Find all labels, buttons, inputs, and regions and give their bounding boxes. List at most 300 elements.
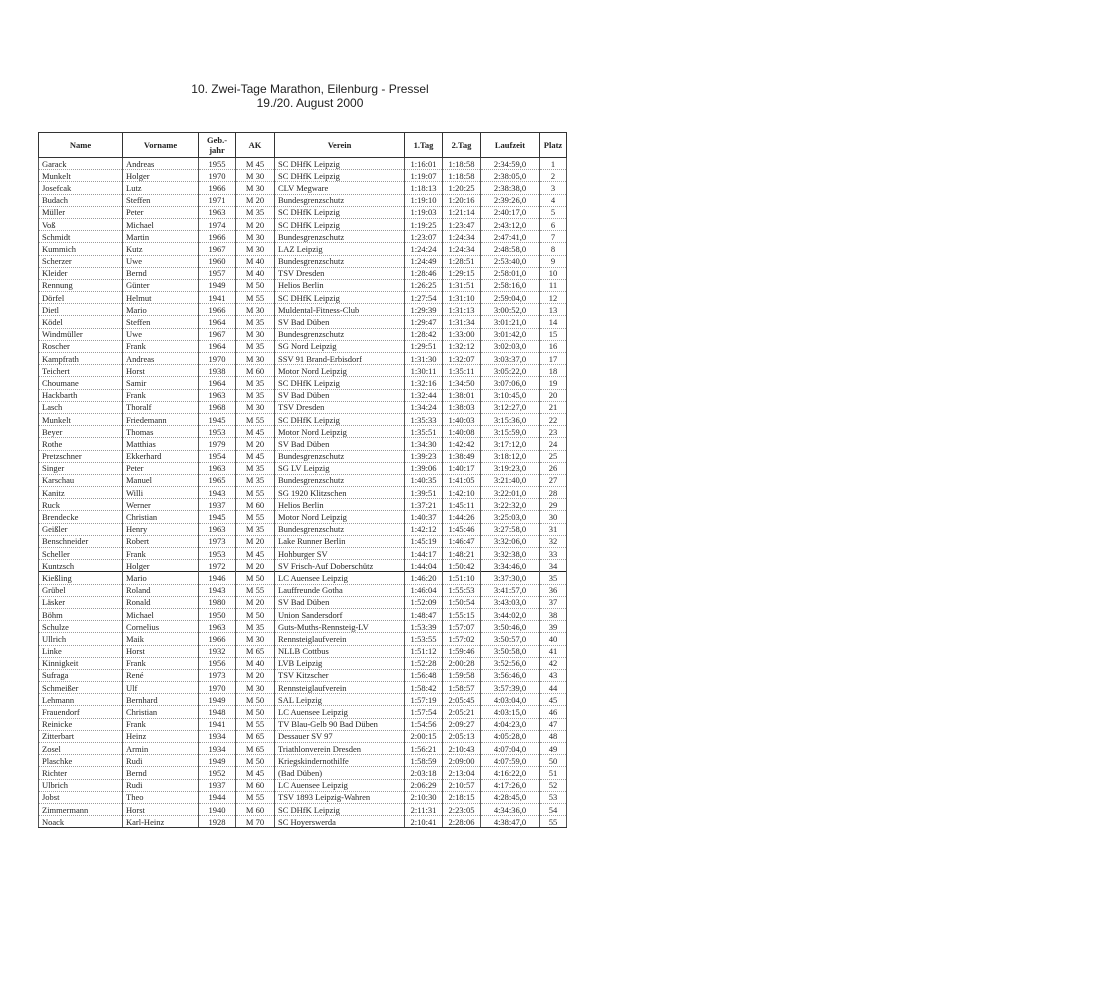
table-row <box>39 450 567 462</box>
cell-verein: Hohburger SV <box>275 548 405 560</box>
cell-tag1: 1:54:56 <box>405 718 443 730</box>
cell-laufzeit: 3:50:57,0 <box>481 633 540 645</box>
cell-geb-jahr: 1941 <box>199 292 236 304</box>
cell-laufzeit: 2:40:17,0 <box>481 206 540 218</box>
cell-tag2: 1:57:02 <box>443 633 481 645</box>
cell-platz: 36 <box>540 584 567 596</box>
cell-geb-jahr: 1966 <box>199 231 236 243</box>
cell-geb-jahr: 1971 <box>199 194 236 206</box>
cell-geb-jahr: 1944 <box>199 791 236 803</box>
cell-name: Kinnigkeit <box>39 657 123 669</box>
cell-laufzeit: 3:19:23,0 <box>481 462 540 474</box>
cell-geb-jahr: 1945 <box>199 511 236 523</box>
cell-laufzeit: 3:41:57,0 <box>481 584 540 596</box>
cell-geb-jahr: 1970 <box>199 682 236 694</box>
cell-laufzeit: 3:52:56,0 <box>481 657 540 669</box>
cell-tag2: 2:05:45 <box>443 694 481 706</box>
table-row <box>39 633 567 645</box>
cell-laufzeit: 3:03:37,0 <box>481 353 540 365</box>
cell-vorname: Heinz <box>123 730 199 742</box>
cell-vorname: Christian <box>123 706 199 718</box>
cell-platz: 24 <box>540 438 567 450</box>
cell-tag2: 2:10:57 <box>443 779 481 791</box>
cell-laufzeit: 4:07:04,0 <box>481 743 540 755</box>
table-row <box>39 340 567 352</box>
cell-name: Dietl <box>39 304 123 316</box>
cell-name: Grübel <box>39 584 123 596</box>
table-row <box>39 767 567 779</box>
cell-tag1: 2:11:31 <box>405 803 443 815</box>
cell-tag2: 1:57:07 <box>443 621 481 633</box>
cell-verein: Helios Berlin <box>275 499 405 511</box>
cell-geb-jahr: 1953 <box>199 548 236 560</box>
cell-tag2: 1:34:50 <box>443 377 481 389</box>
cell-tag1: 1:19:03 <box>405 206 443 218</box>
cell-geb-jahr: 1968 <box>199 401 236 413</box>
cell-tag1: 1:53:55 <box>405 633 443 645</box>
cell-vorname: Maik <box>123 633 199 645</box>
cell-vorname: Steffen <box>123 316 199 328</box>
cell-ak: M 50 <box>236 694 275 706</box>
cell-verein: LVB Leipzig <box>275 657 405 669</box>
cell-geb-jahr: 1960 <box>199 255 236 267</box>
cell-geb-jahr: 1937 <box>199 779 236 791</box>
cell-geb-jahr: 1956 <box>199 657 236 669</box>
cell-laufzeit: 3:17:12,0 <box>481 438 540 450</box>
table-row <box>39 182 567 194</box>
cell-tag1: 1:52:28 <box>405 657 443 669</box>
cell-name: Lehmann <box>39 694 123 706</box>
table-row <box>39 596 567 608</box>
cell-geb-jahr: 1972 <box>199 560 236 572</box>
cell-ak: M 30 <box>236 633 275 645</box>
cell-vorname: René <box>123 669 199 681</box>
cell-geb-jahr: 1953 <box>199 426 236 438</box>
cell-tag2: 1:40:08 <box>443 426 481 438</box>
cell-verein: SG Nord Leipzig <box>275 340 405 352</box>
cell-laufzeit: 3:05:22,0 <box>481 365 540 377</box>
cell-laufzeit: 3:18:12,0 <box>481 450 540 462</box>
table-row <box>39 779 567 791</box>
cell-vorname: Willi <box>123 487 199 499</box>
cell-platz: 52 <box>540 779 567 791</box>
cell-geb-jahr: 1979 <box>199 438 236 450</box>
cell-vorname: Günter <box>123 279 199 291</box>
cell-name: Schmeißer <box>39 682 123 694</box>
cell-vorname: Kutz <box>123 243 199 255</box>
cell-name: Budach <box>39 194 123 206</box>
cell-ak: M 30 <box>236 231 275 243</box>
cell-vorname: Steffen <box>123 194 199 206</box>
cell-name: Pretzschner <box>39 450 123 462</box>
cell-ak: M 30 <box>236 304 275 316</box>
cell-tag1: 2:00:15 <box>405 730 443 742</box>
cell-name: Frauendorf <box>39 706 123 718</box>
cell-name: Kampfrath <box>39 353 123 365</box>
cell-tag2: 1:46:47 <box>443 535 481 547</box>
cell-tag1: 1:40:37 <box>405 511 443 523</box>
cell-ak: M 30 <box>236 170 275 182</box>
cell-ak: M 45 <box>236 450 275 462</box>
document-title <box>160 82 460 110</box>
cell-name: Plaschke <box>39 755 123 767</box>
cell-tag1: 1:28:42 <box>405 328 443 340</box>
cell-name: Ködel <box>39 316 123 328</box>
cell-tag1: 1:32:16 <box>405 377 443 389</box>
cell-verein: Bundesgrenzschutz <box>275 231 405 243</box>
cell-vorname: Roland <box>123 584 199 596</box>
cell-tag1: 1:39:06 <box>405 462 443 474</box>
cell-tag1: 1:46:04 <box>405 584 443 596</box>
cell-platz: 21 <box>540 401 567 413</box>
col-header-tag1: 1.Tag <box>405 133 443 158</box>
cell-tag1: 1:34:30 <box>405 438 443 450</box>
cell-verein: Bundesgrenzschutz <box>275 523 405 535</box>
table-row <box>39 304 567 316</box>
cell-name: Scherzer <box>39 255 123 267</box>
cell-ak: M 60 <box>236 499 275 511</box>
cell-verein: SC DHfK Leipzig <box>275 218 405 230</box>
cell-verein: NLLB Cottbus <box>275 645 405 657</box>
cell-vorname: Martin <box>123 231 199 243</box>
cell-vorname: Thoralf <box>123 401 199 413</box>
cell-name: Munkelt <box>39 413 123 425</box>
table-row <box>39 572 567 584</box>
cell-name: Zitterbart <box>39 730 123 742</box>
cell-tag1: 1:24:49 <box>405 255 443 267</box>
cell-name: Lasch <box>39 401 123 413</box>
cell-tag2: 2:18:15 <box>443 791 481 803</box>
cell-platz: 2 <box>540 170 567 182</box>
cell-tag1: 2:06:29 <box>405 779 443 791</box>
cell-tag2: 2:10:43 <box>443 743 481 755</box>
cell-name: Josefcak <box>39 182 123 194</box>
cell-tag1: 1:34:24 <box>405 401 443 413</box>
cell-laufzeit: 3:07:06,0 <box>481 377 540 389</box>
cell-vorname: Henry <box>123 523 199 535</box>
cell-verein: Lauffreunde Gotha <box>275 584 405 596</box>
cell-vorname: Frank <box>123 389 199 401</box>
cell-ak: M 35 <box>236 206 275 218</box>
cell-laufzeit: 3:15:36,0 <box>481 413 540 425</box>
cell-verein: Triathlonverein Dresden <box>275 743 405 755</box>
table-row <box>39 279 567 291</box>
table-row <box>39 365 567 377</box>
cell-vorname: Mario <box>123 572 199 584</box>
cell-geb-jahr: 1963 <box>199 621 236 633</box>
cell-verein: SC DHfK Leipzig <box>275 158 405 170</box>
cell-tag2: 1:24:34 <box>443 243 481 255</box>
cell-vorname: Ronald <box>123 596 199 608</box>
cell-name: Ullrich <box>39 633 123 645</box>
table-row <box>39 621 567 633</box>
cell-ak: M 20 <box>236 596 275 608</box>
cell-tag2: 1:18:58 <box>443 170 481 182</box>
cell-laufzeit: 2:59:04,0 <box>481 292 540 304</box>
cell-geb-jahr: 1965 <box>199 474 236 486</box>
cell-ak: M 65 <box>236 730 275 742</box>
cell-ak: M 50 <box>236 706 275 718</box>
cell-vorname: Karl-Heinz <box>123 816 199 828</box>
cell-tag2: 1:55:15 <box>443 608 481 620</box>
cell-name: Linke <box>39 645 123 657</box>
cell-ak: M 55 <box>236 413 275 425</box>
cell-platz: 37 <box>540 596 567 608</box>
cell-tag1: 1:52:09 <box>405 596 443 608</box>
cell-geb-jahr: 1964 <box>199 340 236 352</box>
cell-vorname: Armin <box>123 743 199 755</box>
cell-ak: M 45 <box>236 548 275 560</box>
cell-ak: M 55 <box>236 584 275 596</box>
cell-name: Karschau <box>39 474 123 486</box>
cell-tag2: 2:09:27 <box>443 718 481 730</box>
table-row <box>39 548 567 560</box>
cell-platz: 6 <box>540 218 567 230</box>
cell-tag1: 1:44:04 <box>405 560 443 572</box>
cell-laufzeit: 3:12:27,0 <box>481 401 540 413</box>
cell-platz: 22 <box>540 413 567 425</box>
cell-name: Geißler <box>39 523 123 535</box>
cell-platz: 25 <box>540 450 567 462</box>
cell-name: Jobst <box>39 791 123 803</box>
cell-name: Garack <box>39 158 123 170</box>
table-row <box>39 353 567 365</box>
cell-tag2: 1:29:15 <box>443 267 481 279</box>
cell-ak: M 30 <box>236 353 275 365</box>
cell-geb-jahr: 1954 <box>199 450 236 462</box>
cell-laufzeit: 2:58:01,0 <box>481 267 540 279</box>
cell-verein: SC DHfK Leipzig <box>275 292 405 304</box>
cell-geb-jahr: 1967 <box>199 243 236 255</box>
cell-name: Noack <box>39 816 123 828</box>
cell-vorname: Helmut <box>123 292 199 304</box>
cell-laufzeit: 3:22:01,0 <box>481 487 540 499</box>
cell-tag1: 1:57:19 <box>405 694 443 706</box>
cell-laufzeit: 4:34:36,0 <box>481 803 540 815</box>
cell-ak: M 30 <box>236 328 275 340</box>
col-header-laufzeit: Laufzeit <box>481 133 540 158</box>
cell-tag1: 1:42:12 <box>405 523 443 535</box>
cell-verein: SC DHfK Leipzig <box>275 803 405 815</box>
cell-geb-jahr: 1948 <box>199 706 236 718</box>
cell-verein: SG LV Leipzig <box>275 462 405 474</box>
cell-verein: LC Auensee Leipzig <box>275 572 405 584</box>
cell-geb-jahr: 1964 <box>199 377 236 389</box>
table-row <box>39 743 567 755</box>
cell-ak: M 30 <box>236 243 275 255</box>
cell-tag2: 1:32:12 <box>443 340 481 352</box>
cell-ak: M 50 <box>236 608 275 620</box>
cell-vorname: Frank <box>123 657 199 669</box>
cell-verein: Bundesgrenzschutz <box>275 194 405 206</box>
cell-tag2: 1:20:16 <box>443 194 481 206</box>
cell-laufzeit: 3:34:46,0 <box>481 560 540 572</box>
header-row <box>39 133 567 158</box>
cell-laufzeit: 2:34:59,0 <box>481 158 540 170</box>
cell-tag2: 1:44:26 <box>443 511 481 523</box>
cell-tag1: 1:19:10 <box>405 194 443 206</box>
cell-tag2: 1:42:42 <box>443 438 481 450</box>
cell-tag1: 1:27:54 <box>405 292 443 304</box>
cell-platz: 50 <box>540 755 567 767</box>
cell-laufzeit: 4:28:45,0 <box>481 791 540 803</box>
cell-tag2: 1:41:05 <box>443 474 481 486</box>
cell-tag2: 2:00:28 <box>443 657 481 669</box>
cell-geb-jahr: 1934 <box>199 743 236 755</box>
cell-vorname: Manuel <box>123 474 199 486</box>
cell-platz: 55 <box>540 816 567 828</box>
cell-tag2: 1:31:13 <box>443 304 481 316</box>
cell-vorname: Samir <box>123 377 199 389</box>
cell-platz: 43 <box>540 669 567 681</box>
cell-name: Richter <box>39 767 123 779</box>
cell-tag1: 1:56:21 <box>405 743 443 755</box>
cell-tag1: 1:45:19 <box>405 535 443 547</box>
cell-vorname: Cornelius <box>123 621 199 633</box>
table-row <box>39 158 567 170</box>
cell-verein: Union Sandersdorf <box>275 608 405 620</box>
cell-tag1: 1:53:39 <box>405 621 443 633</box>
cell-name: Windmüller <box>39 328 123 340</box>
cell-platz: 14 <box>540 316 567 328</box>
cell-geb-jahr: 1963 <box>199 523 236 535</box>
cell-laufzeit: 4:03:04,0 <box>481 694 540 706</box>
cell-platz: 17 <box>540 353 567 365</box>
cell-tag1: 1:32:44 <box>405 389 443 401</box>
cell-vorname: Robert <box>123 535 199 547</box>
cell-geb-jahr: 1943 <box>199 584 236 596</box>
cell-laufzeit: 2:39:26,0 <box>481 194 540 206</box>
cell-vorname: Mario <box>123 304 199 316</box>
cell-name: Zosel <box>39 743 123 755</box>
cell-vorname: Andreas <box>123 158 199 170</box>
cell-tag1: 1:19:07 <box>405 170 443 182</box>
cell-ak: M 45 <box>236 426 275 438</box>
table-row <box>39 645 567 657</box>
cell-tag1: 1:57:54 <box>405 706 443 718</box>
cell-platz: 5 <box>540 206 567 218</box>
cell-vorname: Ekkerhard <box>123 450 199 462</box>
table-row <box>39 608 567 620</box>
cell-ak: M 65 <box>236 645 275 657</box>
cell-platz: 45 <box>540 694 567 706</box>
cell-ak: M 50 <box>236 755 275 767</box>
cell-name: Zimmermann <box>39 803 123 815</box>
cell-name: Rothe <box>39 438 123 450</box>
cell-verein: LAZ Leipzig <box>275 243 405 255</box>
cell-laufzeit: 3:32:06,0 <box>481 535 540 547</box>
cell-tag2: 1:38:03 <box>443 401 481 413</box>
cell-tag1: 1:23:07 <box>405 231 443 243</box>
cell-laufzeit: 3:02:03,0 <box>481 340 540 352</box>
table-row <box>39 803 567 815</box>
cell-tag1: 1:39:51 <box>405 487 443 499</box>
cell-platz: 42 <box>540 657 567 669</box>
table-row <box>39 170 567 182</box>
cell-tag2: 1:24:34 <box>443 231 481 243</box>
cell-geb-jahr: 1940 <box>199 803 236 815</box>
cell-ak: M 60 <box>236 779 275 791</box>
cell-verein: SC Hoyerswerda <box>275 816 405 828</box>
cell-tag2: 1:38:49 <box>443 450 481 462</box>
cell-platz: 28 <box>540 487 567 499</box>
cell-geb-jahr: 1928 <box>199 816 236 828</box>
cell-geb-jahr: 1941 <box>199 718 236 730</box>
cell-laufzeit: 2:47:41,0 <box>481 231 540 243</box>
cell-name: Böhm <box>39 608 123 620</box>
table-row <box>39 377 567 389</box>
cell-tag1: 1:18:13 <box>405 182 443 194</box>
table-row <box>39 438 567 450</box>
table-row <box>39 535 567 547</box>
cell-laufzeit: 4:16:22,0 <box>481 767 540 779</box>
cell-tag1: 1:51:12 <box>405 645 443 657</box>
table-row <box>39 791 567 803</box>
cell-geb-jahr: 1937 <box>199 499 236 511</box>
cell-name: Müller <box>39 206 123 218</box>
cell-laufzeit: 3:00:52,0 <box>481 304 540 316</box>
cell-laufzeit: 3:44:02,0 <box>481 608 540 620</box>
cell-tag2: 1:40:03 <box>443 413 481 425</box>
cell-laufzeit: 2:38:05,0 <box>481 170 540 182</box>
cell-platz: 38 <box>540 608 567 620</box>
cell-geb-jahr: 1949 <box>199 755 236 767</box>
cell-tag2: 1:35:11 <box>443 365 481 377</box>
cell-platz: 44 <box>540 682 567 694</box>
cell-geb-jahr: 1980 <box>199 596 236 608</box>
cell-geb-jahr: 1932 <box>199 645 236 657</box>
cell-vorname: Holger <box>123 560 199 572</box>
cell-verein: (Bad Düben) <box>275 767 405 779</box>
cell-ak: M 35 <box>236 523 275 535</box>
cell-verein: TV Blau-Gelb 90 Bad Düben <box>275 718 405 730</box>
cell-name: Beyer <box>39 426 123 438</box>
table-row <box>39 584 567 596</box>
cell-tag1: 1:29:51 <box>405 340 443 352</box>
cell-tag2: 1:50:54 <box>443 596 481 608</box>
cell-ak: M 35 <box>236 316 275 328</box>
cell-tag1: 1:35:51 <box>405 426 443 438</box>
cell-laufzeit: 2:53:40,0 <box>481 255 540 267</box>
cell-tag2: 2:05:13 <box>443 730 481 742</box>
cell-tag2: 1:21:14 <box>443 206 481 218</box>
cell-ak: M 40 <box>236 255 275 267</box>
cell-laufzeit: 3:43:03,0 <box>481 596 540 608</box>
cell-name: Dörfel <box>39 292 123 304</box>
col-header-ak: AK <box>236 133 275 158</box>
cell-geb-jahr: 1970 <box>199 353 236 365</box>
cell-tag1: 2:10:41 <box>405 816 443 828</box>
cell-vorname: Michael <box>123 608 199 620</box>
cell-tag2: 1:23:47 <box>443 218 481 230</box>
cell-ak: M 30 <box>236 401 275 413</box>
cell-platz: 46 <box>540 706 567 718</box>
cell-verein: SV Bad Düben <box>275 438 405 450</box>
cell-vorname: Bernhard <box>123 694 199 706</box>
cell-laufzeit: 3:50:58,0 <box>481 645 540 657</box>
cell-platz: 29 <box>540 499 567 511</box>
cell-tag1: 1:40:35 <box>405 474 443 486</box>
cell-laufzeit: 3:01:21,0 <box>481 316 540 328</box>
cell-tag1: 1:44:17 <box>405 548 443 560</box>
cell-tag1: 1:26:25 <box>405 279 443 291</box>
cell-vorname: Horst <box>123 365 199 377</box>
table-row <box>39 218 567 230</box>
cell-vorname: Frank <box>123 718 199 730</box>
cell-verein: Bundesgrenzschutz <box>275 255 405 267</box>
cell-name: Schulze <box>39 621 123 633</box>
cell-ak: M 20 <box>236 438 275 450</box>
